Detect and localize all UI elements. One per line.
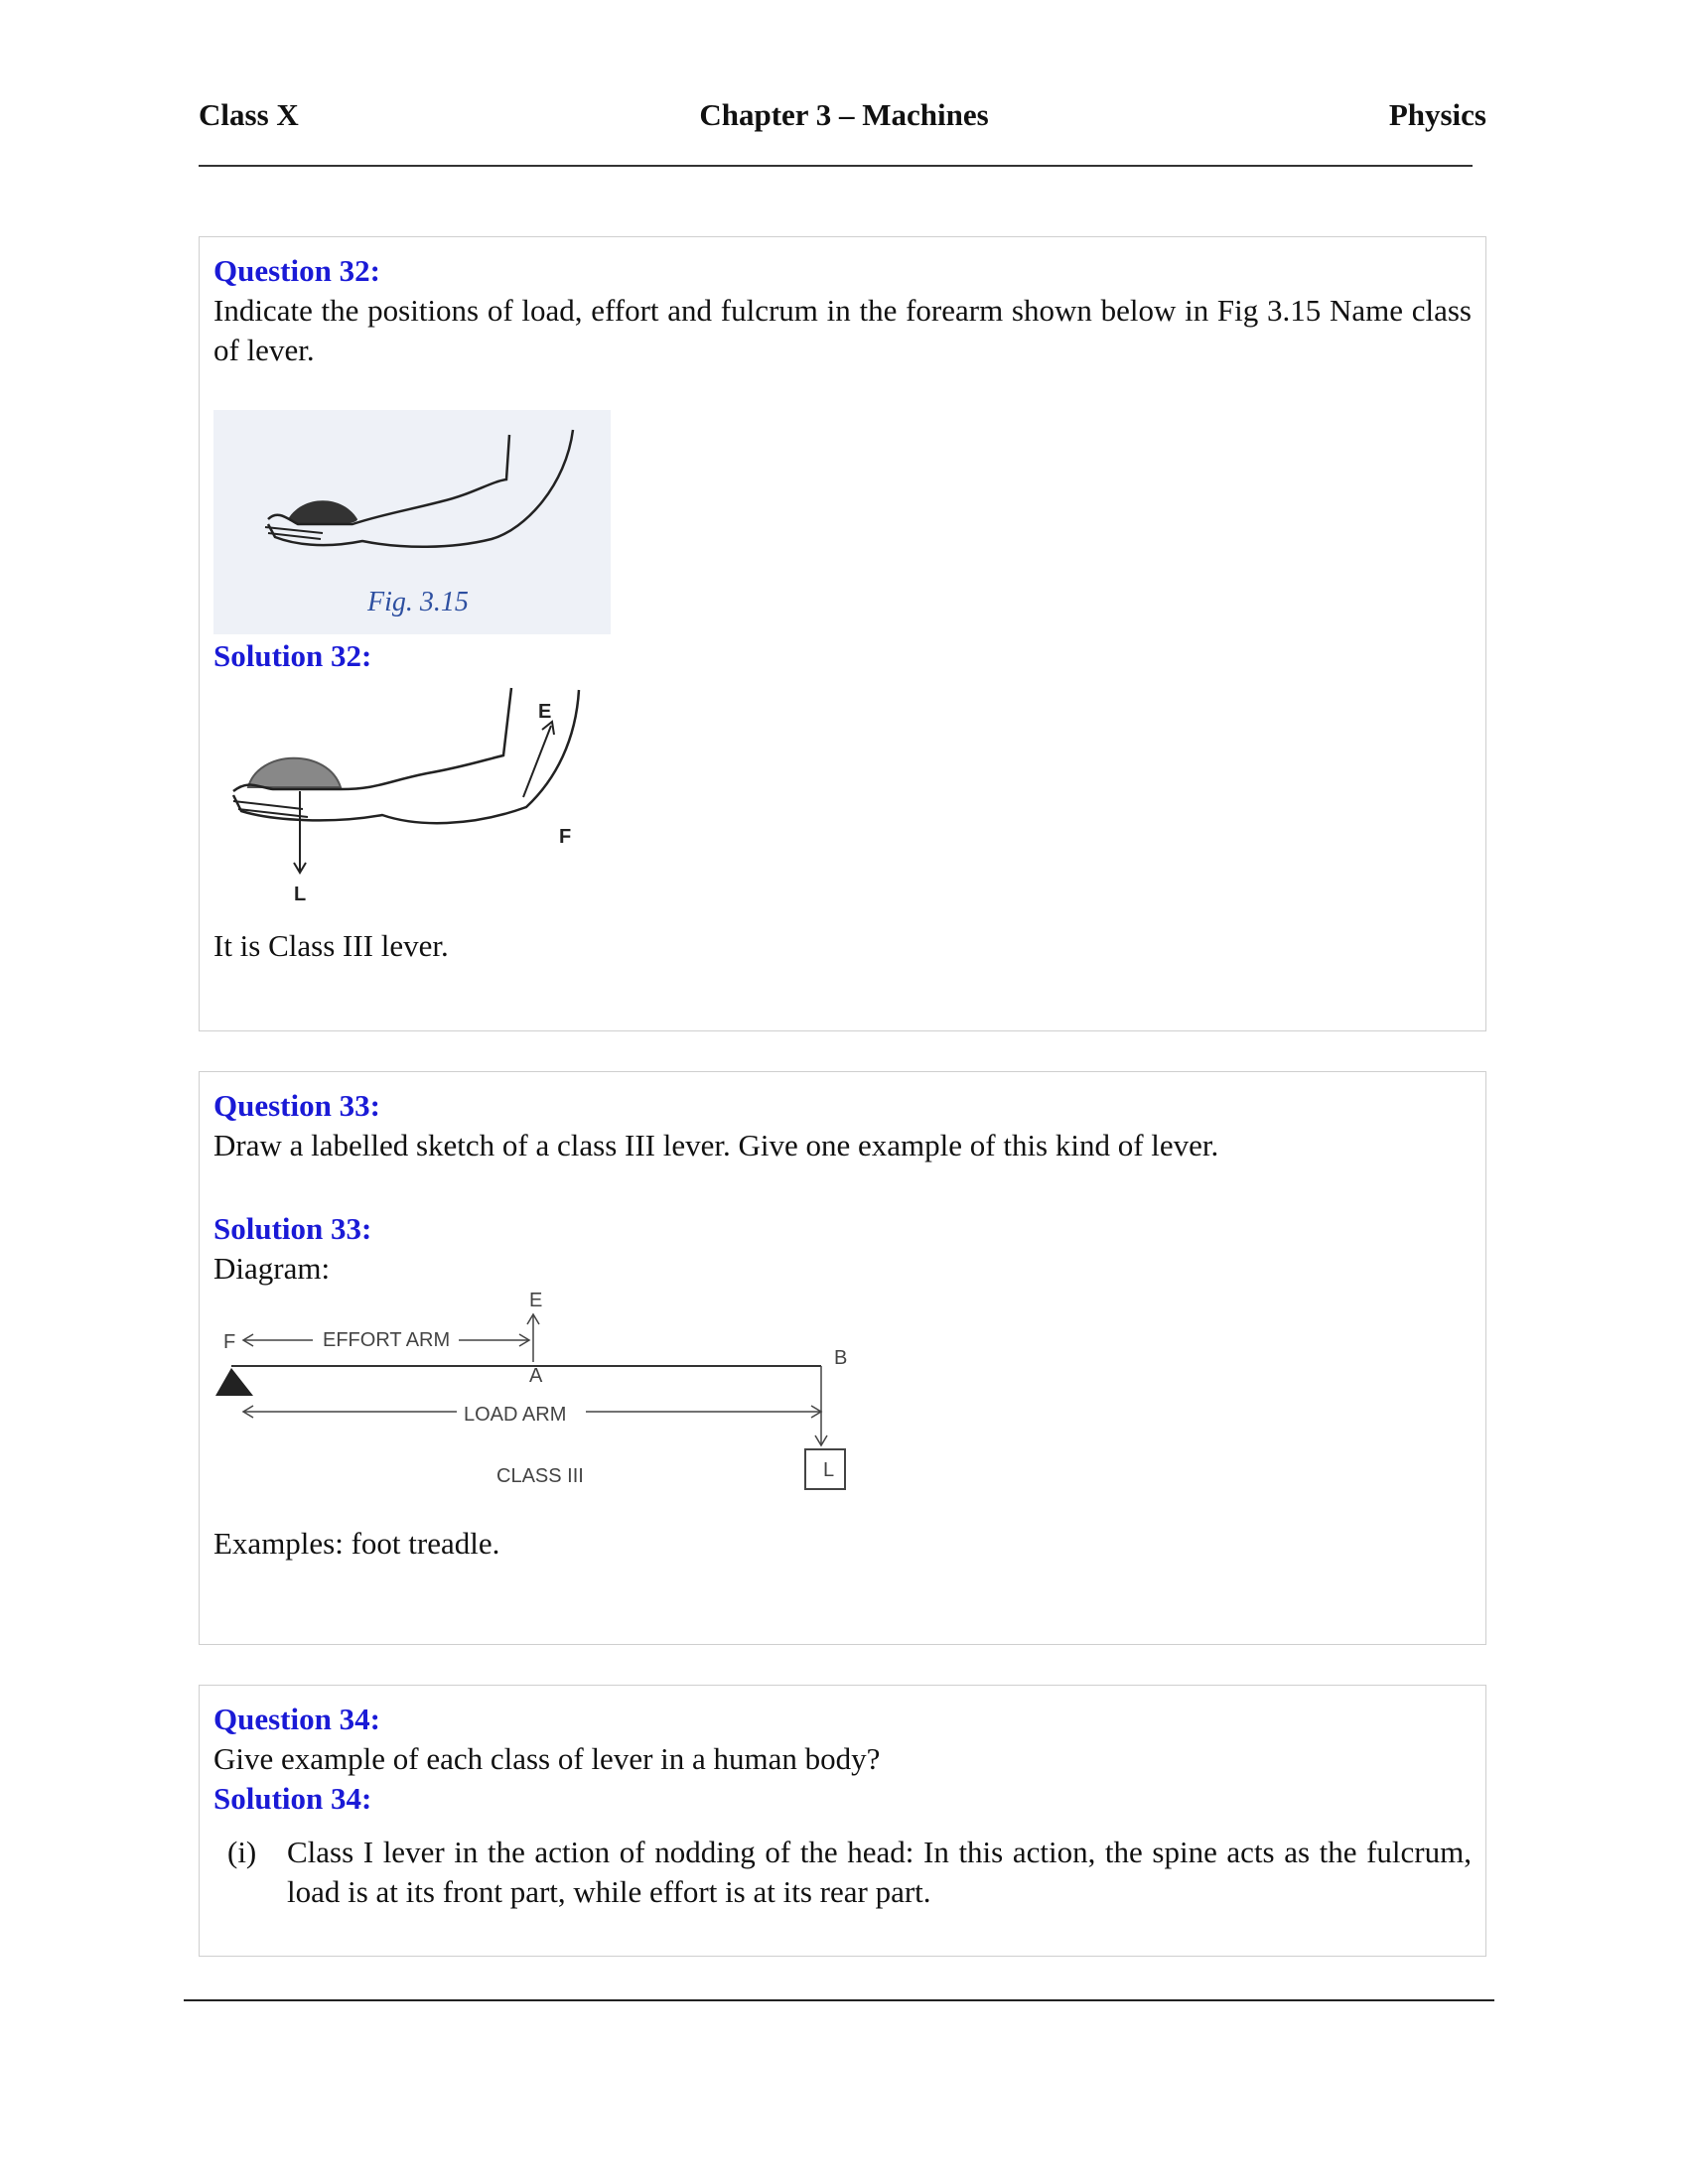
diagram-label: Diagram:	[213, 1251, 331, 1286]
load-arm-label: LOAD ARM	[464, 1404, 567, 1426]
lever-fulcrum-label: F	[223, 1331, 236, 1353]
point-a-label: A	[529, 1365, 543, 1387]
class-three-label: CLASS III	[496, 1465, 584, 1487]
class-three-lever-diagram	[213, 1289, 869, 1502]
question-34-title: Question 34:	[213, 1702, 380, 1736]
question-32-title: Question 32:	[213, 253, 380, 288]
forearm-solution-figure	[213, 680, 650, 918]
question-34-box	[199, 1685, 1486, 1957]
header-class: Class X	[199, 97, 299, 132]
effort-label: E	[538, 701, 552, 723]
header-chapter: Chapter 3 – Machines	[699, 97, 989, 132]
solution-34-title: Solution 34:	[213, 1781, 372, 1816]
fulcrum-label: F	[559, 826, 572, 848]
question-33-text: Draw a labelled sketch of a class III lever. Give one example of this kind of lever.	[213, 1128, 1219, 1162]
header-subject: Physics	[1388, 97, 1486, 132]
list-item-number: (i)	[227, 1835, 257, 1869]
lever-load-label: L	[823, 1459, 835, 1481]
question-32-text: Indicate the positions of load, effort and fulcrum in the forearm shown below in Fig 3.15 Name class of lever.	[213, 293, 1472, 367]
figure-caption: Fig. 3.15	[367, 587, 469, 617]
lever-effort-label: E	[529, 1290, 543, 1311]
question-32-box	[199, 236, 1486, 1031]
effort-arm-label: EFFORT ARM	[323, 1329, 451, 1351]
footer-rule	[184, 1999, 1494, 2001]
solution-32-title: Solution 32:	[213, 638, 372, 673]
question-34-text: Give example of each class of lever in a human body?	[213, 1741, 881, 1776]
forearm-figure	[213, 410, 611, 634]
list-item	[213, 1833, 1472, 1912]
point-b-label: B	[834, 1347, 848, 1369]
solution-33-title: Solution 33:	[213, 1211, 372, 1246]
question-33-title: Question 33:	[213, 1088, 380, 1123]
load-label: L	[294, 884, 307, 905]
solution-32-answer: It is Class III lever.	[213, 928, 449, 963]
solution-33-examples: Examples: foot treadle.	[213, 1526, 500, 1561]
header-rule	[199, 165, 1473, 167]
list-item-text: Class I lever in the action of nodding of the head: In this action, the spine acts as the fulcrum, load is at its front part, while effort is at its rear part.	[287, 1835, 1472, 1909]
question-33-box	[199, 1071, 1486, 1645]
